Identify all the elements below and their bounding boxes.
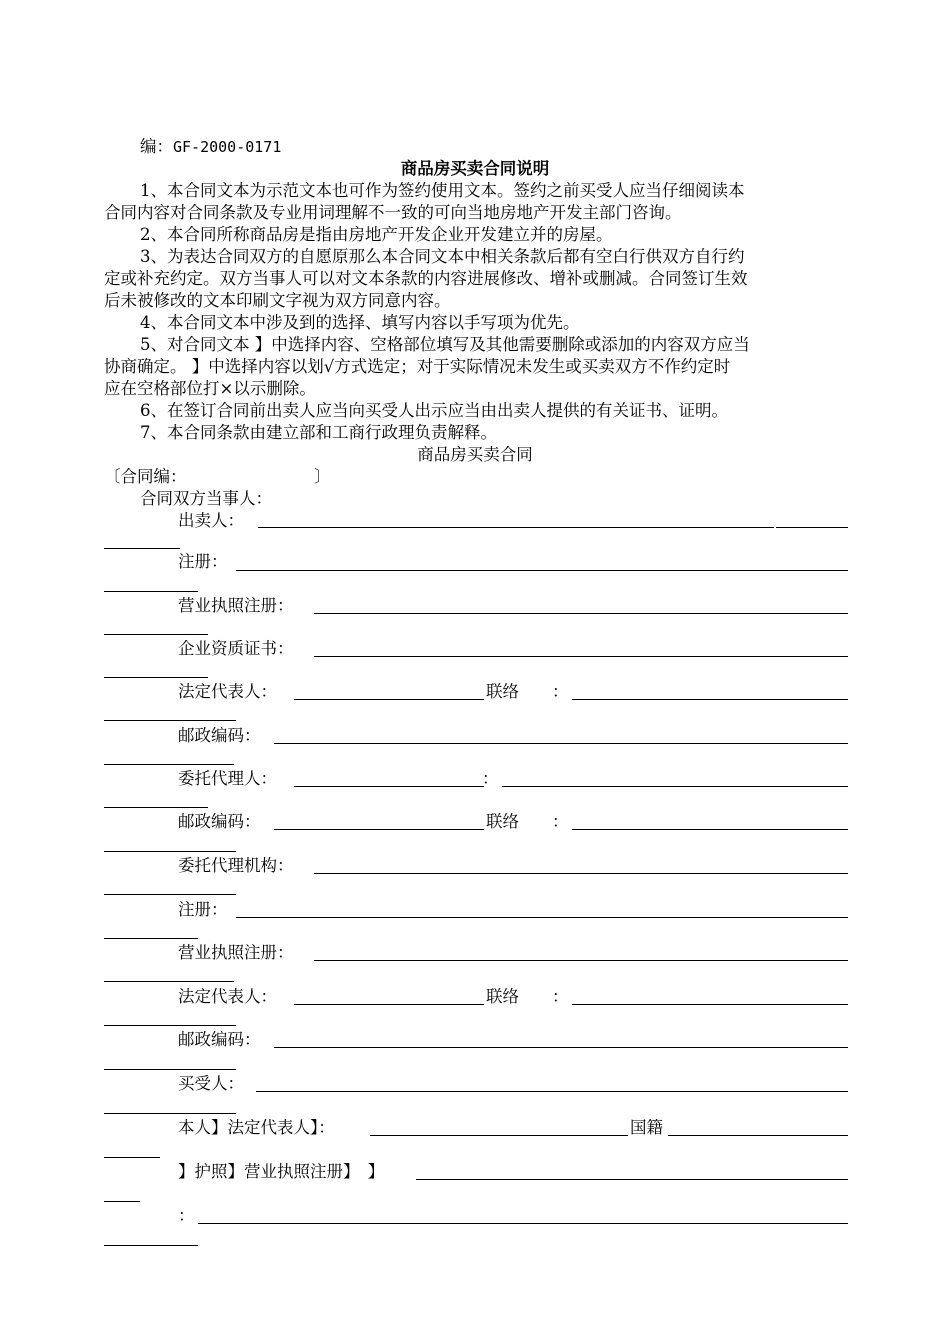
agent-label: 委托代理人：: [178, 769, 277, 788]
seller-legal-rep-line[interactable]: [294, 699, 484, 700]
explanation-line: 应在空格部位打×以示删除。: [104, 379, 316, 398]
agent-line[interactable]: [294, 786, 484, 787]
contract-number-close: 〕: [314, 467, 331, 486]
agent-postal-line[interactable]: [274, 829, 484, 830]
agency-postal-label: 邮政编码：: [178, 1030, 261, 1049]
seller-license-line[interactable]: [314, 613, 848, 614]
seller-reg-line[interactable]: [236, 570, 848, 571]
code-label: 编：: [140, 137, 173, 156]
agency-line[interactable]: [314, 873, 848, 874]
seller-reg-label: 注册：: [178, 552, 228, 571]
buyer-line-continued[interactable]: [104, 1113, 236, 1114]
parties-label: 合同双方当事人：: [140, 489, 272, 508]
explanation-line: 5、对合同文本 】中选择内容、空格部位填写及其他需要删除或添加的内容双方应当: [140, 335, 750, 354]
agency-license-label: 营业执照注册：: [178, 943, 294, 962]
buyer-label: 买受人：: [178, 1074, 244, 1093]
passport-line[interactable]: [416, 1179, 848, 1180]
explanation-line: 7、本合同条款由建立部和工商行政理负责解释。: [140, 423, 497, 442]
agent-extra-line-continued[interactable]: [104, 807, 208, 808]
agency-contact-line[interactable]: [572, 1004, 848, 1005]
seller-qualification-line[interactable]: [314, 656, 848, 657]
contract-number-label: 〔合同编：: [104, 467, 187, 486]
agent-contact-line-continued[interactable]: [104, 851, 236, 852]
code-value: GF-2000-0171: [173, 138, 282, 156]
nationality-line-continued[interactable]: [104, 1157, 160, 1158]
agent-contact-label: 联络 ：: [486, 812, 569, 831]
agency-reg-label: 注册：: [178, 900, 228, 919]
agent-contact-line[interactable]: [572, 829, 848, 830]
seller-name-line-continued[interactable]: [104, 548, 180, 549]
agency-reg-line[interactable]: [236, 917, 848, 918]
seller-postal-label: 邮政编码：: [178, 726, 261, 745]
agency-label: 委托代理机构：: [178, 856, 294, 875]
seller-legal-rep-label: 法定代表人：: [178, 682, 277, 701]
agency-legal-rep-line[interactable]: [294, 1004, 484, 1005]
explanation-line: 3、为表达合同双方的自愿原那么本合同文本中相关条款后都有空白行供双方自行约: [140, 247, 745, 266]
agency-postal-line-continued[interactable]: [104, 1069, 236, 1070]
explanation-line: 1、本合同文本为示范文本也可作为签约使用文本。签约之前买受人应当仔细阅读本: [140, 181, 745, 200]
explanation-line: 合同内容对合同条款及专业用词理解不一致的可向当地房地产开发主部门咨询。: [104, 203, 682, 222]
explanation-line: 6、在签订合同前出卖人应当向买受人出示应当由出卖人提供的有关证书、证明。: [140, 401, 728, 420]
agency-postal-line[interactable]: [274, 1047, 848, 1048]
agency-contact-label: 联络 ：: [486, 987, 569, 1006]
agency-line-continued[interactable]: [104, 894, 236, 895]
explanation-line: 定或补充约定。双方当事人可以对文本条款的内容进展修改、增补或删减。合同签订生效: [104, 269, 748, 288]
last-line[interactable]: [198, 1223, 848, 1224]
agency-license-line-continued[interactable]: [104, 981, 234, 982]
last-colon: ：: [178, 1206, 195, 1225]
document-code: [140, 136, 281, 158]
nationality-line[interactable]: [668, 1135, 848, 1136]
seller-postal-line[interactable]: [274, 743, 848, 744]
seller-qualification-label: 企业资质证书：: [178, 639, 294, 658]
seller-name-line[interactable]: [258, 527, 774, 528]
seller-label: 出卖人：: [178, 511, 244, 530]
seller-reg-line-continued[interactable]: [104, 591, 198, 592]
seller-contact-line[interactable]: [572, 699, 848, 700]
explanation-line: 4、本合同文本中涉及到的选择、填写内容以手写项为优先。: [140, 313, 580, 332]
agency-license-line[interactable]: [314, 960, 848, 961]
agency-reg-line-continued[interactable]: [104, 938, 198, 939]
buyer-person-label: 本人】法定代表人】：: [178, 1118, 335, 1137]
seller-postal-line-continued[interactable]: [104, 764, 234, 765]
agent-postal-label: 邮政编码：: [178, 812, 261, 831]
passport-label: 】护照】营业执照注册】 】: [178, 1162, 385, 1181]
seller-qualification-line-continued[interactable]: [104, 677, 208, 678]
seller-name-line-ext[interactable]: [776, 527, 848, 528]
nationality-label: 国籍: [630, 1118, 663, 1137]
agency-contact-line-continued[interactable]: [104, 1025, 236, 1026]
agency-legal-rep-label: 法定代表人：: [178, 987, 277, 1006]
buyer-line[interactable]: [256, 1091, 848, 1092]
agent-extra-line[interactable]: [502, 786, 848, 787]
explanation-line: 协商确定。 】中选择内容以划√方式选定；对于实际情况未发生或买卖双方不作约定时: [104, 357, 731, 376]
last-line-continued[interactable]: [104, 1245, 198, 1246]
agent-colon: ：: [482, 769, 499, 788]
passport-line-continued[interactable]: [104, 1201, 140, 1202]
seller-license-line-continued[interactable]: [104, 634, 208, 635]
buyer-person-line[interactable]: [370, 1135, 628, 1136]
explanation-title: 商品房买卖合同说明: [400, 159, 550, 178]
seller-license-label: 营业执照注册：: [178, 596, 294, 615]
contract-title: 商品房买卖合同: [417, 445, 533, 464]
explanation-line: 2、本合同所称商品房是指由房地产开发企业开发建立并的房屋。: [140, 225, 613, 244]
explanation-line: 后未被修改的文本印刷文字视为双方同意内容。: [104, 291, 451, 310]
seller-contact-line-continued[interactable]: [104, 720, 236, 721]
seller-contact-label: 联络 ：: [486, 682, 569, 701]
